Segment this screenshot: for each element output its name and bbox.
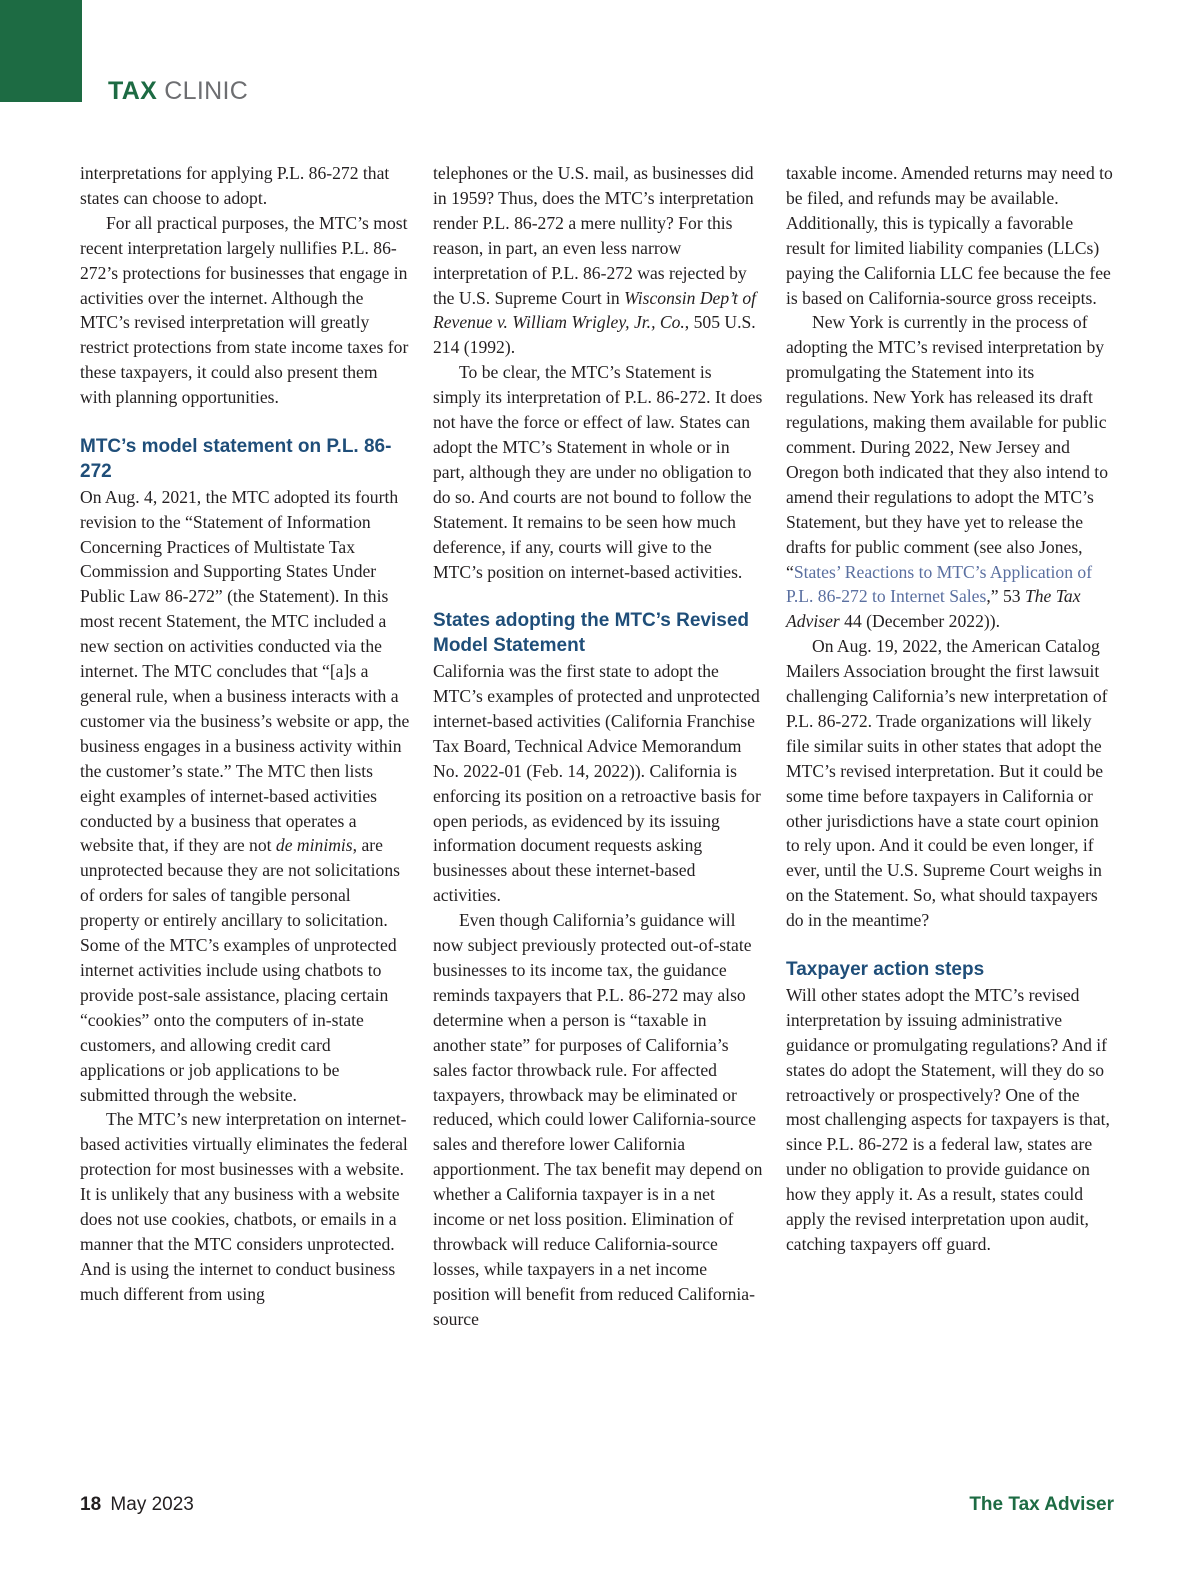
paragraph: interpretations for applying P.L. 86-272 that states can choose to adopt.: [80, 163, 390, 208]
paragraph: California was the first state to adopt the MTC’s examples of protected and unprotected internet-based activities (California Franchise Tax Board, Technical Advice Memorandum No. 2022-01 (Feb. 14, 2022)). California is enforcing its position on a retroactive basis for open periods, as evidenced by its issuing information document requests asking businesses about these internet-based activities.: [433, 661, 761, 906]
paragraph: taxable income. Amended returns may need to be filed, and refunds may be available. Additionally, this is typically a favorable result for limited liability companies (LLCs) paying the California LLC fee because the fee is based on California-source gross receipts.: [786, 163, 1113, 308]
paragraph: For all practical purposes, the MTC’s most recent interpretation largely nullifies P.L. 86-272’s protections for businesses that engage in activities over the internet. Although the MTC’s revised interpretation will greatly restrict protections from state income taxes for these taxpayers, it could also present them with planning opportunities.: [80, 212, 409, 408]
column-3: [786, 161, 1116, 1257]
paragraph: Even though California’s guidance will now subject previously protected out-of-state businesses to its income tax, the guidance reminds taxpayers that P.L. 86-272 may also determine when a person is “taxable in another state” for purposes of California’s sales factor throwback rule. For affected taxpayers, throwback may be eliminated or reduced, which could lower California-source sales and therefore lower California apportionment. The tax benefit may depend on whether a California taxpayer is in a net income or net loss position. Elimination of throwback will reduce California-source losses, while taxpayers in a net income position will benefit from reduced California-source: [433, 910, 763, 1329]
section-label-bold: TAX: [108, 77, 158, 105]
issue-date: May 2023: [110, 1494, 194, 1515]
column-2: [433, 161, 763, 1332]
subheading: Taxpayer action steps: [786, 958, 985, 980]
paragraph: On Aug. 19, 2022, the American Catalog Mailers Association brought the first lawsuit challenging California’s new interpretation of P.L. 86-272. Trade organizations will likely file similar suits in other states that adopt the MTC’s revised interpretation. But it could be some time before taxpayers in California or other jurisdictions have a state court opinion to rely upon. And it could be even longer, if ever, until the U.S. Supreme Court weighs in on the Statement. So, what should taxpayers do in the meantime?: [786, 636, 1108, 931]
article-link[interactable]: States’ Reactions to MTC’s Application of P.L. 86-272 to Internet Sales: [786, 561, 1093, 607]
subheading: States adopting the MTC’s Revised Model Statement: [433, 610, 750, 657]
header-color-block: [0, 0, 82, 102]
paragraph: To be clear, the MTC’s Statement is simply its interpretation of P.L. 86-272. It does not have the force or effect of law. States can adopt the MTC’s Statement in whole or in part, although they are under no obligation to do so. And courts are not bound to follow the Statement. It remains to be seen how much deference, if any, courts will give to the MTC’s position on internet-based activities.: [433, 362, 763, 582]
subheading: MTC’s model statement on P.L. 86-272: [80, 435, 392, 482]
italic-term: de minimis: [275, 835, 353, 856]
case-citation: Wisconsin Dep’t of Revenue v. William Wrigley, Jr., Co.: [433, 287, 757, 333]
section-label: [108, 76, 248, 106]
paragraph: New York is currently in the process of adopting the MTC’s revised interpretation by promulgating the Statement into its regulations. New York has released its draft regulations, making them available for public comment. During 2022, New Jersey and Oregon both indicated that they also intend to amend their regulations to adopt the MTC’s Statement, but they have yet to release the drafts for public comment (see also Jones, “States’ Reactions to MTC’s Application of P.L. 86-272 to Internet Sales,” 53 The Tax Adviser 44 (December 2022)).: [786, 312, 1108, 632]
column-1: [80, 161, 410, 1307]
page-number: 18: [80, 1494, 102, 1515]
section-label-light: CLINIC: [164, 77, 249, 105]
journal-title: The Tax Adviser: [786, 586, 1081, 632]
paragraph: Will other states adopt the MTC’s revised interpretation by issuing administrative guidance or promulgating regulations? And if states do adopt the Statement, will they do so retroactively or prospectively? One of the most challenging aspects for taxpayers is that, since P.L. 86-272 is a federal law, states are under no obligation to provide guidance on how they apply it. As a result, states could apply the revised interpretation upon audit, catching taxpayers off guard.: [786, 984, 1110, 1254]
footer-page-info: [80, 1493, 194, 1517]
paragraph: On Aug. 4, 2021, the MTC adopted its fourth revision to the “Statement of Information Concerning Practices of Multistate Tax Commission and Supporting States Under Public Law 86-272” (the Statement). In this most recent Statement, the MTC included a new section on activities conducted via the internet. The MTC concludes that “[a]s a general rule, when a business interacts with a customer via the business’s website or app, the business engages in a business activity within the customer’s state.” The MTC then lists eight examples of internet-based activities conducted by a business that operates a website that, if they are not de minimis, are unprotected because they are not solicitations of orders for sales of tangible personal property or entirely ancillary to solicitation. Some of the MTC’s examples of unprotected internet activities include using chatbots to provide post-sale assistance, placing certain “cookies” onto the computers of in-state customers, and allowing credit card applications or job applications to be submitted through the website.: [80, 486, 410, 1105]
paragraph: telephones or the U.S. mail, as businesses did in 1959? Thus, does the MTC’s interpretation render P.L. 86-272 a mere nullity? For this reason, in part, an even less narrow interpretation of P.L. 86-272 was rejected by the U.S. Supreme Court in Wisconsin Dep’t of Revenue v. William Wrigley, Jr., Co., 505 U.S. 214 (1992).: [433, 163, 757, 358]
publication-name: The Tax Adviser: [969, 1494, 1114, 1515]
paragraph: The MTC’s new interpretation on internet-based activities virtually eliminates the federal protection for most businesses with a website. It is unlikely that any business with a website does not use cookies, chatbots, or emails in a manner that the MTC considers unprotected. And is using the internet to conduct business much different from using: [80, 1109, 408, 1304]
